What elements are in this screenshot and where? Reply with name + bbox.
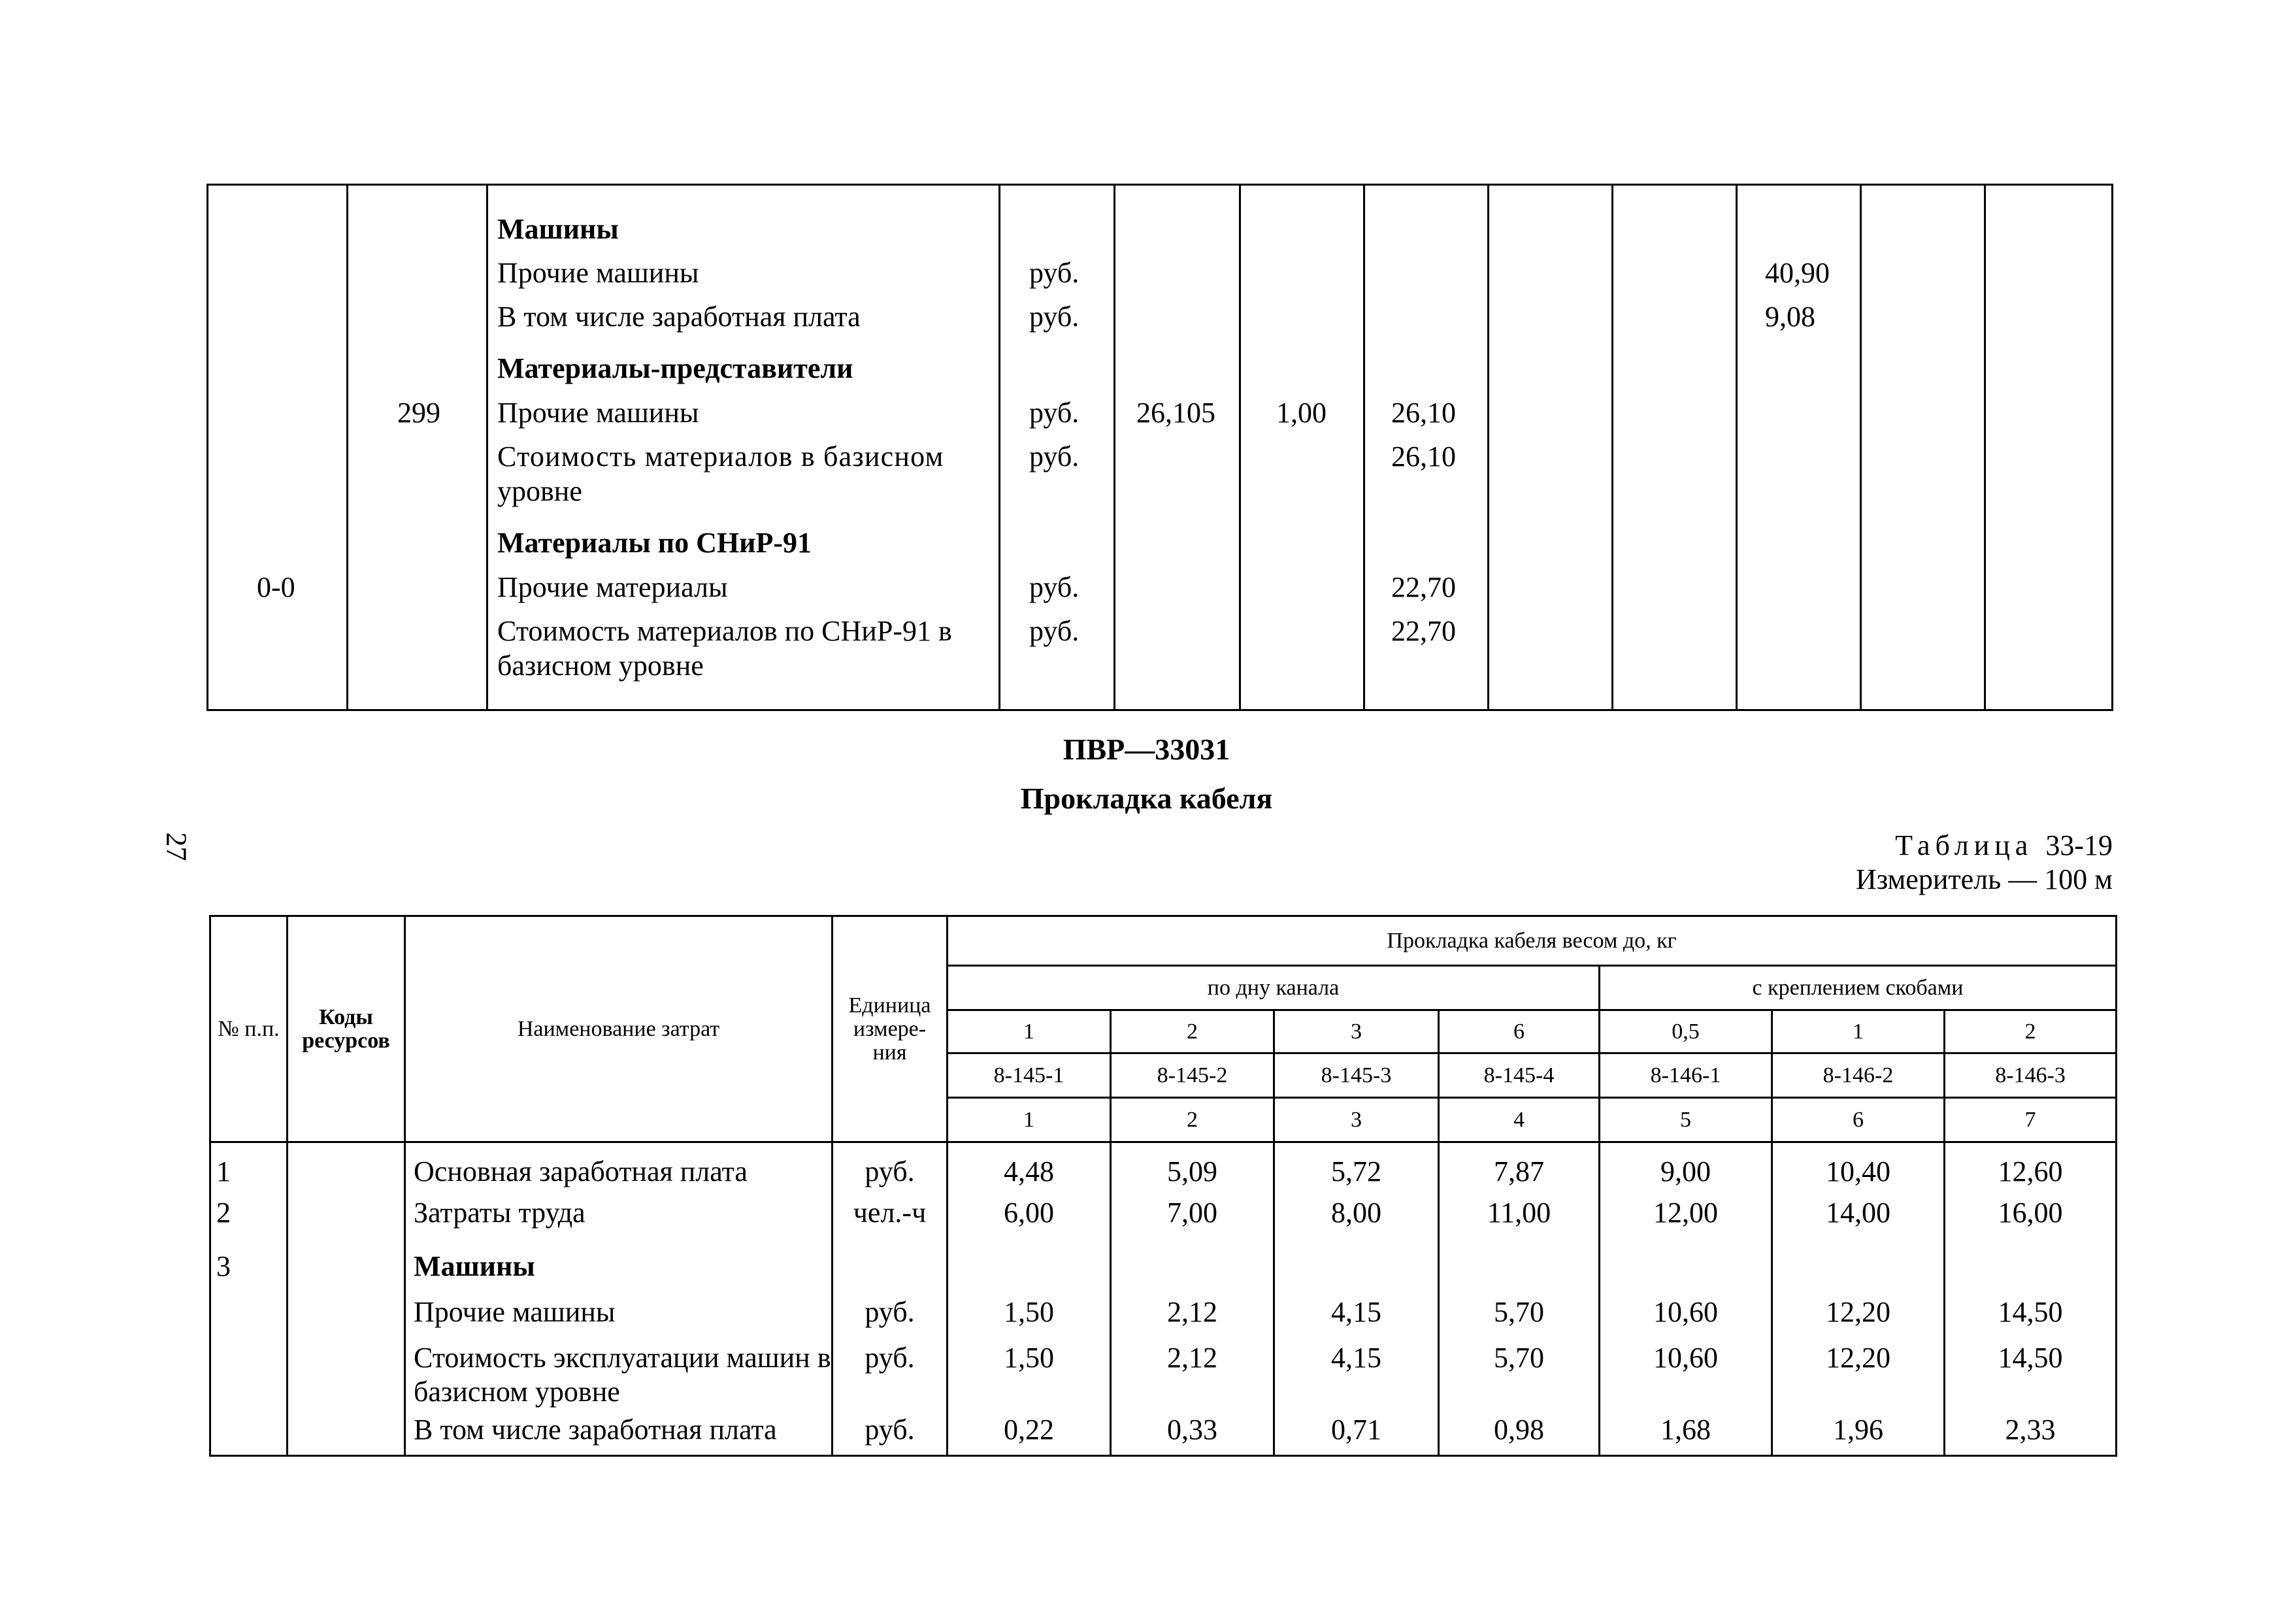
header-norm-code: 8-146-1: [1600, 1053, 1772, 1098]
header-sub-channel: по дну канала: [948, 966, 1600, 1010]
cell-value: 26,10: [1391, 440, 1456, 472]
row-resource-code: [288, 1291, 405, 1337]
unit-value: руб.: [1029, 397, 1080, 429]
header-weight: 2: [1945, 1010, 2117, 1053]
header-column-number: 3: [1274, 1098, 1439, 1142]
header-unit: Единица измере-ния: [833, 916, 948, 1142]
description-cell: [487, 185, 1000, 710]
header-weight: 2: [1111, 1010, 1274, 1053]
measure-unit: Измеритель — 100 м: [1855, 863, 2113, 895]
row-unit: руб.: [833, 1409, 948, 1456]
row-value: 5,09: [1111, 1142, 1274, 1192]
table-number: [1895, 829, 2113, 862]
page-number: 27: [160, 832, 193, 861]
row-value: 8,00: [1274, 1192, 1439, 1239]
row-resource-code: [288, 1409, 405, 1456]
row-unit: чел.-ч: [833, 1192, 948, 1239]
row-resource-code: [288, 1337, 405, 1409]
header-sub-brackets: с креплением скобами: [1600, 966, 2117, 1010]
resource-code-cell: [348, 185, 487, 710]
header-norm-code: 8-146-3: [1945, 1053, 2117, 1098]
row-name: Машины: [405, 1239, 833, 1291]
row-value: 1,96: [1772, 1409, 1945, 1456]
header-column-number: 6: [1772, 1098, 1945, 1142]
unit-value: руб.: [1029, 615, 1080, 647]
header-column-number: 2: [1111, 1098, 1274, 1142]
cell-value: 26,10: [1391, 397, 1456, 429]
value-cell: [1364, 185, 1489, 710]
header-weight: 1: [948, 1010, 1111, 1053]
row-name: Затраты труда: [405, 1192, 833, 1239]
section-code: ПВР—33031: [1063, 733, 1230, 766]
row-value: [1600, 1239, 1772, 1291]
line-other-machines-2: Прочие машины: [497, 397, 699, 429]
value-cell: [1115, 185, 1240, 710]
row-value: 1,50: [948, 1291, 1111, 1337]
table-row: [210, 1337, 2117, 1409]
header-column-number: 7: [1945, 1098, 2117, 1142]
line-materials-cost: Стоимость материалов в базисном: [497, 440, 944, 472]
row-value: 4,48: [948, 1142, 1111, 1192]
row-value: 7,00: [1111, 1192, 1274, 1239]
row-number: 3: [210, 1239, 288, 1291]
header-group: Прокладка кабеля весом до, кг: [948, 916, 2117, 966]
table-row: [210, 1409, 2117, 1456]
cell-value: 40,90: [1765, 257, 1830, 289]
row-number: [210, 1409, 288, 1456]
header-norm-code: 8-146-2: [1772, 1053, 1945, 1098]
table-number-value: 33-19: [2045, 829, 2113, 861]
row-value: 10,40: [1772, 1142, 1945, 1192]
row-unit: руб.: [833, 1337, 948, 1409]
header-weight: 6: [1439, 1010, 1600, 1053]
value-cell: [1240, 185, 1364, 710]
line-snir-cost: Стоимость материалов по СНиР-91 в: [497, 615, 952, 647]
row-number: [210, 1337, 288, 1409]
row-value: 7,87: [1439, 1142, 1600, 1192]
row-value: 2,33: [1945, 1409, 2117, 1456]
row-resource-code: [288, 1239, 405, 1291]
header-weight: 3: [1274, 1010, 1439, 1053]
continuation-table: [206, 184, 2113, 711]
row-value: 14,00: [1772, 1192, 1945, 1239]
unit-value: руб.: [1029, 440, 1080, 472]
header-column-number: 1: [948, 1098, 1111, 1142]
row-value: 11,00: [1439, 1192, 1600, 1239]
header-name: Наименование затрат: [405, 916, 833, 1142]
row-name: В том числе заработная плата: [405, 1409, 833, 1456]
line-snir-cost-2: базисном уровне: [497, 650, 704, 682]
cell-value: 26,105: [1136, 397, 1215, 429]
line-materials-cost-2: уровне: [497, 475, 582, 507]
row-unit: руб.: [833, 1291, 948, 1337]
row-number: [210, 1291, 288, 1337]
value-cell: [1985, 185, 2113, 710]
row-value: 2,12: [1111, 1337, 1274, 1409]
table-number-label: Таблица: [1895, 829, 2034, 861]
row-value: [1274, 1239, 1439, 1291]
table-row: [210, 1291, 2117, 1337]
row-value: 4,15: [1274, 1337, 1439, 1409]
row-value: 16,00: [1945, 1192, 2117, 1239]
unit-value: руб.: [1029, 301, 1080, 333]
row-value: 0,22: [948, 1409, 1111, 1456]
row-value: 10,60: [1600, 1337, 1772, 1409]
unit-value: руб.: [1029, 571, 1080, 603]
value-cell: [1489, 185, 1613, 710]
cell-value: 1,00: [1276, 397, 1327, 429]
code-value: 0-0: [257, 571, 295, 603]
header-norm-code: 8-145-3: [1274, 1053, 1439, 1098]
row-value: [1945, 1239, 2117, 1291]
row-value: [1772, 1239, 1945, 1291]
table-row: [210, 1192, 2117, 1239]
row-value: [1111, 1239, 1274, 1291]
line-other-materials: Прочие материалы: [497, 571, 728, 603]
row-value: 2,12: [1111, 1291, 1274, 1337]
table-row: [210, 1239, 2117, 1291]
value-cell: [1861, 185, 1985, 710]
row-unit: [833, 1239, 948, 1291]
row-resource-code: [288, 1142, 405, 1192]
header-column-number: 4: [1439, 1098, 1600, 1142]
section-materials-snir: Материалы по СНиР-91: [497, 527, 812, 559]
section-machines: Машины: [497, 213, 619, 245]
row-value: 5,70: [1439, 1337, 1600, 1409]
unit-cell: [1000, 185, 1115, 710]
row-value: 4,15: [1274, 1291, 1439, 1337]
row-value: 5,72: [1274, 1142, 1439, 1192]
row-value: 5,70: [1439, 1291, 1600, 1337]
table-row: [210, 1142, 2117, 1192]
row-value: 0,71: [1274, 1409, 1439, 1456]
header-norm-code: 8-145-2: [1111, 1053, 1274, 1098]
row-value: 0,98: [1439, 1409, 1600, 1456]
row-value: 14,50: [1945, 1337, 2117, 1409]
section-title: Прокладка кабеля: [1020, 782, 1273, 815]
row-value: 12,20: [1772, 1337, 1945, 1409]
row-value: 1,68: [1600, 1409, 1772, 1456]
row-value: 12,20: [1772, 1291, 1945, 1337]
header-codes: Коды ресурсов: [288, 916, 405, 1142]
cell-value: 9,08: [1765, 301, 1815, 333]
row-value: 0,33: [1111, 1409, 1274, 1456]
row-value: 10,60: [1600, 1291, 1772, 1337]
header-num: № п.п.: [210, 916, 288, 1142]
header-column-number: 5: [1600, 1098, 1772, 1142]
row-value: [948, 1239, 1111, 1291]
header-norm-code: 8-145-4: [1439, 1053, 1600, 1098]
value-cell: [1737, 185, 1861, 710]
row-value: 6,00: [948, 1192, 1111, 1239]
value-cell: [1613, 185, 1737, 710]
resource-code-value: 299: [397, 397, 440, 429]
section-materials-rep: Материалы-представители: [497, 352, 853, 384]
code-cell: [208, 185, 348, 710]
row-number: 1: [210, 1142, 288, 1192]
cell-value: 22,70: [1391, 615, 1456, 647]
row-value: 12,60: [1945, 1142, 2117, 1192]
row-unit: руб.: [833, 1142, 948, 1192]
row-value: 1,50: [948, 1337, 1111, 1409]
header-weight: 0,5: [1600, 1010, 1772, 1053]
header-weight: 1: [1772, 1010, 1945, 1053]
cell-value: 22,70: [1391, 571, 1456, 603]
unit-value: руб.: [1029, 257, 1080, 289]
row-name: Стоимость эксплуатации машин в базисном уровне: [405, 1337, 833, 1409]
resource-table: [209, 915, 2117, 1457]
row-number: 2: [210, 1192, 288, 1239]
row-value: 14,50: [1945, 1291, 2117, 1337]
row-resource-code: [288, 1192, 405, 1239]
row-value: 12,00: [1600, 1192, 1772, 1239]
row-value: 9,00: [1600, 1142, 1772, 1192]
row-name: Основная заработная плата: [405, 1142, 833, 1192]
header-norm-code: 8-145-1: [948, 1053, 1111, 1098]
line-wages: В том числе заработная плата: [497, 301, 861, 333]
row-value: [1439, 1239, 1600, 1291]
line-other-machines: Прочие машины: [497, 257, 699, 289]
row-name: Прочие машины: [405, 1291, 833, 1337]
